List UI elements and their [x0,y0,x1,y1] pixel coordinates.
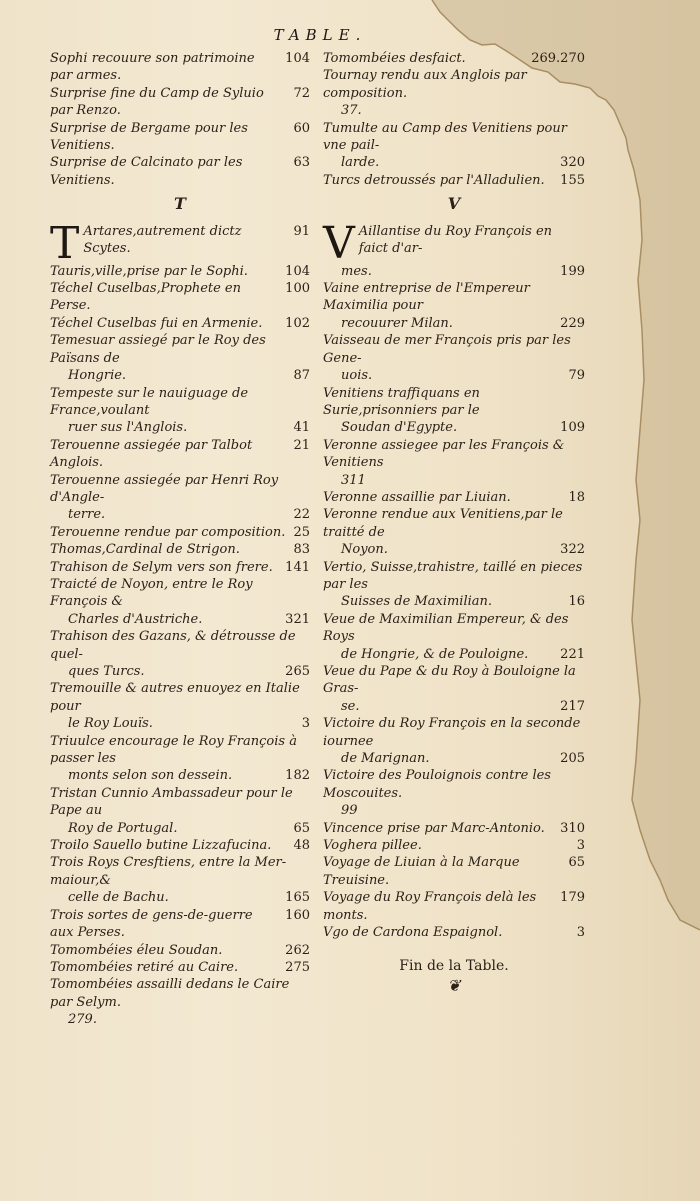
index-entry [323,280,585,332]
entry-text: Vgo de Cardona Espaignol. [323,925,503,941]
page-number: 265 [285,664,310,679]
entry-line [323,217,585,269]
entry-text: Traicté de Noyon, entre le Roy François & [50,576,253,610]
entry-line [323,924,585,941]
entry-line [50,437,310,472]
page-number: 199 [560,263,585,279]
entry-continuation-line [50,1011,310,1028]
entry-line [50,576,310,611]
right-column [323,50,585,994]
index-entry [50,263,310,280]
entry-text: Tempeste sur le nauiguage de France,voulant [50,385,249,418]
entry-continuation: Roy de Portugal. [68,820,178,836]
entry-line [323,559,585,594]
entry-text: Tomombéies desfaict. [323,51,466,66]
index-entry [50,559,310,576]
entry-text: Voyage de Liuian à la Marque Treuisine. [323,855,520,888]
right-v-list [323,217,585,942]
entry-text: Veronne assiegee par les François & Venitiens [323,437,565,471]
index-entry [323,889,585,924]
entry-continuation: ques Turcs. [68,664,145,679]
page-number: 16 [568,594,585,610]
left-t-list [50,217,310,1029]
page-number: 104 [285,51,310,66]
entry-continuation: celle de Bachu. [68,890,169,906]
index-entry [323,559,585,611]
page-number: 60 [293,120,310,136]
index-entry [50,785,310,837]
entry-text: Tournay rendu aux Anglois par composition. [323,68,527,101]
entry-line [323,332,585,367]
entry-line [323,437,585,472]
entry-continuation-line [323,802,585,819]
entry-continuation: terre. [68,507,106,523]
index-entry [323,489,585,506]
entry-continuation: monts selon son dessein. [68,768,233,784]
entry-text: Tauris,ville,prise par le Sophi. [50,263,248,279]
entry-text: Surprise de Calcinato par les Venitiens. [50,155,243,188]
page-number: 48 [293,838,310,854]
entry-text: Voghera pillee. [323,838,422,854]
entry-text: Veronne assaillie par Liuian. [323,489,511,505]
entry-text: Terouenne rendue par composition. [50,524,286,540]
entry-text: Troilo Sauello butine Lizzafucina. [50,838,272,854]
page-number: 269.270 [531,51,585,66]
index-entry [323,120,585,172]
entry-text: Téchel Cuselbas fui en Armenie. [50,315,263,331]
entry-text: Turcs detroussés par l'Alladulien. [323,172,545,188]
entry-text: Aillantise du Roy François en faict d'ar- [358,223,553,257]
page-number: 310 [560,820,585,836]
entry-line [50,837,310,854]
entry-continuation: de Hongrie, & de Pouloigne. [341,646,529,662]
entry-continuation: ruer sus l'Anglois. [68,420,188,436]
index-entry [323,172,585,189]
entry-continuation-line [323,102,585,119]
page-number: 18 [568,489,585,505]
entry-text: Surprise fine du Camp de Syluio par Renzo. [50,85,264,119]
entry-line [323,767,585,802]
entry-line [50,854,310,889]
entry-continuation-line [323,315,585,332]
entry-line [323,611,585,646]
entry-text: Tomombéies éleu Soudan. [50,942,223,958]
entry-text: Thomas,Cardinal de Strigon. [50,542,240,558]
entry-text: Victoire du Roy François en la seconde iournee [323,716,581,749]
index-entry [323,385,585,437]
page-number: 3 [301,716,310,732]
page-number: 217 [560,698,585,714]
index-entry [50,837,310,854]
entry-continuation: Noyon. [341,542,388,558]
entry-continuation-line [50,367,310,384]
right-top-list [323,50,585,189]
index-entry [323,820,585,837]
index-entry [50,541,310,558]
index-entry [50,942,310,959]
entry-continuation: larde. [341,155,380,171]
entry-line [50,785,310,820]
entry-continuation: se. [341,698,360,714]
entry-continuation-line [323,472,585,489]
entry-continuation-line [323,367,585,384]
page-number: 102 [285,315,310,331]
entry-line [323,67,585,102]
index-entry [50,385,310,437]
entry-line [323,854,585,889]
entry-text: Vaine entreprise de l'Empereur Maximilia pour [323,281,530,314]
index-entry [50,524,310,541]
entry-line [323,820,585,837]
entry-line [50,976,310,1011]
entry-continuation-line [50,611,310,628]
entry-line [50,154,310,189]
drop-cap: T [50,217,80,269]
section-letter-t: T [174,194,186,214]
entry-line [50,942,310,959]
entry-continuation-line [50,419,310,436]
entry-text: Tristan Cunnio Ambassadeur pour le Pape au [50,785,293,819]
index-entry [50,733,310,785]
page-number: 275 [285,959,310,975]
entry-text: Trois sortes de gens-de-guerre aux Perses. [50,907,253,941]
entry-line [50,263,310,280]
index-entry [323,67,585,119]
index-entry [50,154,310,189]
index-entry [50,959,310,976]
entry-text: Tomombéies assailli dedans le Caire par Selym. [50,977,290,1010]
page-number: 262 [285,942,310,958]
entry-line [50,385,310,420]
entry-text: Trahison de Selym vers son frere. [50,559,273,575]
page-number: 321 [285,611,310,627]
page-number: 41 [293,420,310,436]
entry-text: Terouenne assiegée par Henri Roy d'Angle- [50,472,279,505]
entry-continuation: 37. [341,103,362,119]
entry-continuation: le Roy Louïs. [68,716,153,732]
index-entry [323,332,585,384]
entry-text: Veue de Maximilian Empereur, & des Roys [323,611,569,645]
entry-continuation: 279. [68,1012,97,1028]
index-entry [323,611,585,663]
entry-line [50,85,310,120]
page-header: TABLE. [273,26,367,44]
page-number: 229 [560,315,585,331]
index-entry [50,85,310,120]
entry-line [323,172,585,189]
entry-text: Temesuar assiegé par le Roy des Païsans de [50,333,266,366]
page-number: 221 [560,646,585,662]
index-entry [323,767,585,819]
entry-line [323,506,585,541]
entry-text: Trois Roys Cresftiens, entre la Mer-maiour,& [50,855,287,888]
entry-continuation-line [323,593,585,610]
page-number: 83 [293,542,310,558]
entry-text: Artares,autrement dictz Scytes. [83,223,242,257]
page-number: 91 [293,223,310,239]
entry-continuation-line [323,154,585,171]
entry-text: Surprise de Bergame pour les Venitiens. [50,120,248,154]
entry-text: Vincence prise par Marc-Antonio. [323,820,545,836]
entry-continuation: Charles d'Austriche. [68,611,203,627]
entry-text: Triuulce encourage le Roy François à passer les [50,733,297,767]
index-entry [50,907,310,942]
entry-line [50,120,310,155]
page-number: 79 [568,368,585,384]
entry-line [323,663,585,698]
index-entry [50,315,310,332]
entry-continuation-line [50,767,310,784]
page-number: 104 [285,263,310,279]
entry-line [323,280,585,315]
entry-continuation-line [323,541,585,558]
entry-text: Terouenne assiegée par Talbot Anglois. [50,437,253,471]
index-entry [50,437,310,472]
entry-line [323,120,585,155]
entry-line [323,489,585,506]
entry-continuation-line [323,646,585,663]
entry-continuation: Hongrie. [68,368,127,384]
entry-continuation-line [323,419,585,436]
index-entry [323,837,585,854]
index-entry [323,663,585,715]
index-entry [323,924,585,941]
left-top-list [50,50,310,189]
page-number: 63 [293,155,310,171]
index-entry [323,217,585,280]
entry-line [50,472,310,507]
entry-text: Vertio, Suisse,trahistre, taillé en pieces par les [323,559,583,592]
drop-cap: V [323,217,355,269]
page-number: 179 [560,890,585,906]
index-entry [323,437,585,489]
entry-line [50,50,310,85]
page-number: 322 [560,542,585,558]
page-number: 205 [560,751,585,767]
page-number: 109 [560,420,585,436]
entry-text: Tomombéies retiré au Caire. [50,959,239,975]
index-entry [50,472,310,524]
page-number: 3 [576,838,585,854]
entry-line [323,889,585,924]
entry-continuation-line [323,698,585,715]
end-of-table: Fin de la Table. [399,957,509,974]
entry-continuation-line [50,889,310,906]
page-number: 100 [285,281,310,297]
index-entry [50,576,310,628]
page-number: 141 [285,559,310,575]
entry-line [50,733,310,768]
page-number: 155 [560,172,585,188]
entry-line [50,315,310,332]
entry-continuation: uois. [341,368,373,384]
entry-continuation-line [50,506,310,523]
entry-text: Veronne rendue aux Venitiens,par le traitté de [323,507,563,540]
index-entry [323,715,585,767]
entry-text: Tumulte au Camp des Venitiens pour vne pail- [323,120,567,154]
index-entry [50,628,310,680]
entry-line [50,541,310,558]
entry-line [50,907,310,942]
page-number: 320 [560,155,585,171]
entry-line [323,50,585,67]
index-entry [323,854,585,889]
entry-text: Voyage du Roy François delà les monts. [323,890,537,923]
page-number: 87 [293,368,310,384]
entry-continuation: mes. [341,263,372,279]
page-number: 160 [285,907,310,923]
entry-line [323,837,585,854]
page-number: 21 [293,437,310,453]
entry-continuation: Soudan d'Egypte. [341,420,458,436]
entry-line [50,332,310,367]
index-entry [50,680,310,732]
index-entry [50,332,310,384]
entry-continuation-line [323,750,585,767]
index-entry [50,120,310,155]
entry-continuation: Suisses de Maximilian. [341,594,493,610]
index-entry [50,976,310,1028]
entry-continuation: 311 [341,472,366,488]
entry-line [50,559,310,576]
entry-line [50,628,310,663]
entry-line [323,385,585,420]
page-number: 165 [285,890,310,906]
entry-text: Trahison des Gazans, & détrousse de quel- [50,629,296,662]
index-entry [50,854,310,906]
entry-line [50,959,310,976]
index-entry [323,50,585,67]
index-entry [323,506,585,558]
entry-text: Tremouille & autres enuoyez en Italie pour [50,681,300,714]
entry-continuation-line [50,663,310,680]
entry-text: Téchel Cuselbas,Prophete en Perse. [50,281,242,314]
entry-line [50,217,310,269]
entry-line [50,524,310,541]
page-number: 72 [293,85,310,101]
entry-text: Sophi recouure son patrimoine par armes. [50,51,255,84]
entry-text: Veue du Pape & du Roy à Bouloigne la Gras- [323,664,576,697]
page-number: 22 [293,507,310,523]
entry-continuation: 99 [341,803,358,819]
page-number: 3 [576,925,585,941]
page-number: 182 [285,768,310,784]
index-entry [50,280,310,315]
section-letter-v: V [447,194,461,214]
entry-continuation-line [50,820,310,837]
entry-line [50,680,310,715]
page-number: 65 [568,855,585,871]
ornament-icon: ❦ [447,975,461,995]
index-entry [50,217,310,269]
entry-continuation: recouurer Milan. [341,315,453,331]
entry-text: Vaisseau de mer François pris par les Gene- [323,333,571,366]
page-number: 65 [293,820,310,836]
entry-line [323,715,585,750]
entry-text: Venitiens traffiquans en Surie,prisonniers par le [323,385,480,418]
entry-continuation-line [50,715,310,732]
entry-continuation-line [323,263,585,280]
entry-text: Victoire des Pouloignois contre les Moscouites. [323,768,551,801]
left-column [50,50,310,1029]
entry-line [50,280,310,315]
entry-continuation: de Marignan. [341,751,430,767]
page-number: 25 [293,524,310,540]
index-entry [50,50,310,85]
